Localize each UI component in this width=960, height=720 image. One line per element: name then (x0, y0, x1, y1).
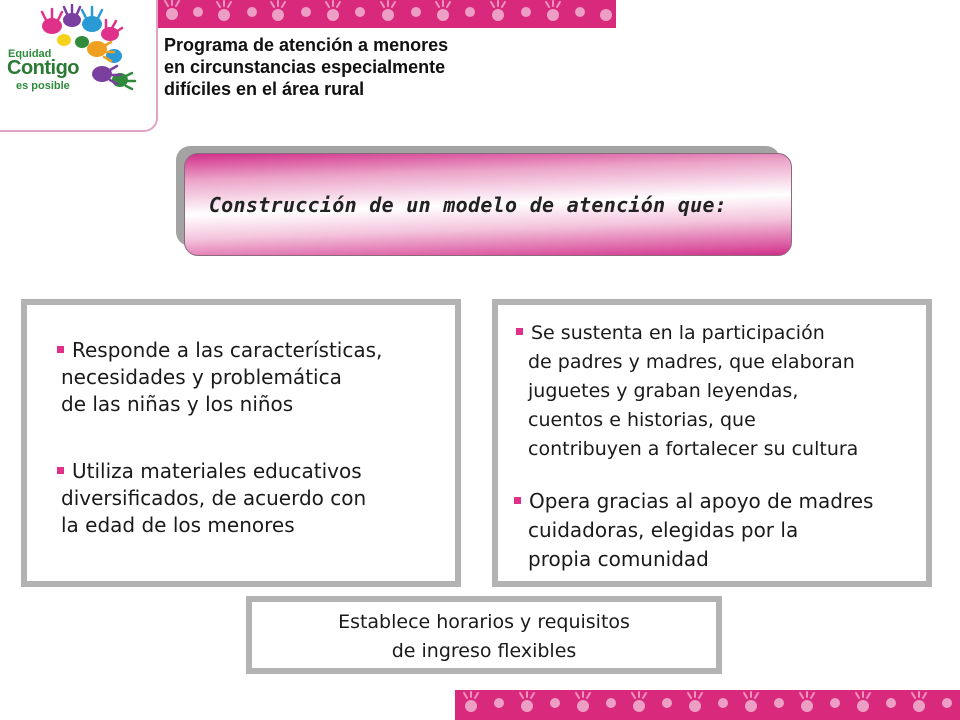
bullet-item (516, 319, 858, 464)
left-content-box (21, 299, 461, 587)
bullet-line: Utiliza materiales educativos (57, 458, 366, 485)
bottom-text-line: Establece horarios y requisitos (338, 611, 630, 633)
bullet-line: Se sustenta en la participación (516, 319, 858, 348)
bullet-item (57, 458, 366, 539)
program-title-line: en circunstancias especialmente (164, 57, 446, 77)
logo-text-contigo: Contigo (7, 57, 80, 79)
hands-pattern-icon (455, 690, 960, 720)
top-hand-banner (158, 0, 616, 28)
bottom-text (252, 608, 716, 666)
bullet-line: propia comunidad (528, 547, 709, 571)
logo-frame (0, 0, 158, 132)
hands-pattern-icon (158, 0, 616, 28)
logo (2, 4, 152, 114)
logo-text-es-posible: es posible (16, 80, 70, 92)
bullet-line: juguetes y graban leyendas, (528, 380, 799, 402)
bottom-hand-banner (455, 690, 960, 720)
program-title-line: Programa de atención a menores (164, 35, 449, 55)
bullet-line: Opera gracias al apoyo de madres (514, 487, 873, 516)
bullet-line: de padres y madres, que elaboran (528, 351, 855, 373)
program-title (164, 34, 544, 100)
bullet-line: cuidadoras, elegidas por la (528, 518, 799, 542)
logo-text-equidad: Equidad (8, 48, 52, 60)
bullet-line: necesidades y problemática (61, 365, 342, 389)
bullet-line: contribuyen a fortalecer su cultura (528, 438, 859, 460)
bullet-square-icon (57, 467, 64, 474)
bullet-square-icon (514, 497, 521, 504)
bullet-line: de las niñas y los niños (61, 392, 294, 416)
banner-title: Construcción de un modelo de atención que: (208, 192, 728, 217)
bullet-line: Responde a las características, (57, 337, 382, 364)
bullet-line: diversificados, de acuerdo con (61, 486, 367, 510)
bullet-item (514, 487, 873, 574)
bullet-square-icon (516, 328, 523, 335)
program-title-line: difíciles en el área rural (164, 79, 365, 99)
bottom-text-line: de ingreso flexibles (391, 640, 577, 662)
bullet-line: cuentos e historias, que (528, 409, 756, 431)
bullet-line: la edad de los menores (61, 513, 295, 537)
right-content-box (492, 299, 932, 587)
bullet-item (57, 337, 382, 418)
bottom-content-box (246, 596, 722, 674)
bullet-square-icon (57, 346, 64, 353)
model-banner (184, 153, 792, 256)
